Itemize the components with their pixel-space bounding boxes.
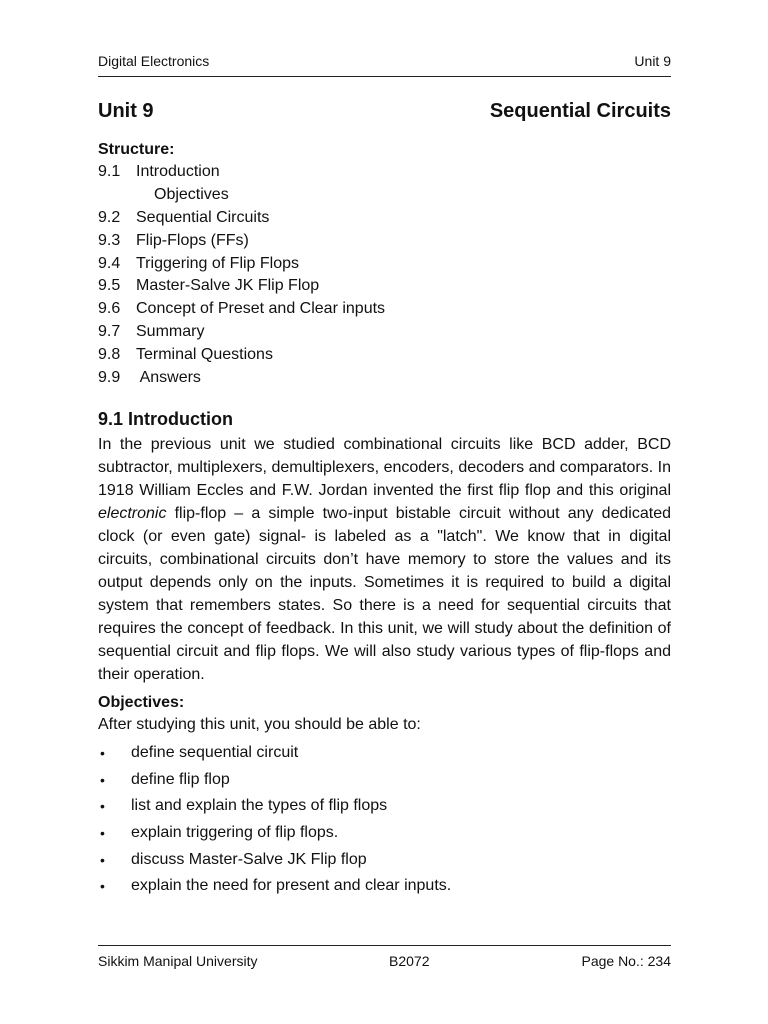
- objective-item: [98, 794, 671, 821]
- introduction-heading: 9.1 Introduction: [98, 409, 233, 429]
- structure-item: [98, 275, 671, 298]
- objectives-list: [98, 741, 671, 901]
- structure-list: [98, 161, 671, 390]
- structure-item-label: Flip-Flops (FFs): [136, 231, 249, 249]
- objectives-heading: Objectives:: [98, 694, 185, 711]
- structure-item-number: 9.4: [98, 254, 121, 272]
- structure-item-number: 9.6: [98, 300, 121, 318]
- structure-item: [98, 230, 671, 253]
- bullet-icon: •: [100, 798, 105, 815]
- structure-item: [98, 367, 671, 390]
- introduction-paragraph: [98, 433, 671, 686]
- page-header: [98, 53, 671, 73]
- structure-item-number: 9.2: [98, 208, 121, 226]
- objective-item: [98, 821, 671, 848]
- structure-item-label: Master-Salve JK Flip Flop: [136, 277, 320, 295]
- objective-text: define sequential circuit: [131, 744, 299, 761]
- structure-item: [98, 161, 671, 184]
- objective-item: [98, 874, 671, 901]
- bullet-icon: •: [100, 745, 105, 761]
- objective-item: [98, 741, 671, 768]
- footer-page-number: Page No.: 234: [581, 953, 671, 969]
- header-divider: [98, 76, 671, 77]
- objective-item: [98, 768, 671, 795]
- objective-text: discuss Master-Salve JK Flip flop: [131, 850, 367, 868]
- objective-text: list and explain the types of flip flops: [131, 797, 388, 815]
- structure-item-number: 9.5: [98, 277, 121, 295]
- structure-item-label: Triggering of Flip Flops: [136, 254, 300, 272]
- introduction-text-part-2: flip-flop – a simple two-input bistable circuit without any dedicated clock (or even gate) signal- is labeled as a "latch". We know that in digital circuits, combinational circuits don’t have memory to store the values and its output depends only on the inputs. Sometimes it is required to build a digital system that remembers states. So there is a need for sequential circuits that requires the concept of feedback. In this unit, we will study about the definition of sequential circuit and flip flops. We will also study various types of flip-flops and their operation.: [98, 505, 671, 683]
- structure-item-label: Concept of Preset and Clear inputs: [136, 300, 386, 318]
- bullet-icon: •: [100, 878, 105, 895]
- unit-name: Sequential Circuits: [489, 100, 671, 122]
- structure-item-number: 9.8: [98, 346, 121, 364]
- introduction-italic-word: electronic: [98, 505, 167, 522]
- page-footer: [98, 953, 671, 973]
- bullet-icon: •: [100, 851, 105, 868]
- bullet-icon: •: [100, 825, 105, 842]
- structure-item-label: Sequential Circuits: [136, 208, 270, 226]
- structure-item-label: Answers: [136, 369, 201, 387]
- structure-item-number: 9.7: [98, 323, 121, 341]
- unit-number: Unit 9: [98, 100, 154, 122]
- objective-text: define flip flop: [131, 770, 230, 788]
- structure-subitem: [98, 184, 671, 207]
- header-course-title: Digital Electronics: [98, 53, 210, 69]
- structure-item-number: 9.1: [98, 163, 121, 180]
- structure-item-label: Terminal Questions: [136, 346, 273, 364]
- structure-item-number: 9.3: [98, 231, 121, 249]
- structure-subitem-label: Objectives: [154, 185, 229, 203]
- unit-title: [98, 100, 671, 128]
- structure-item: [98, 344, 671, 367]
- objectives-intro: After studying this unit, you should be able to:: [98, 716, 421, 733]
- footer-course-code: B2072: [389, 953, 430, 969]
- footer-university: Sikkim Manipal University: [98, 953, 258, 969]
- header-unit-label: Unit 9: [634, 53, 671, 69]
- structure-item: [98, 298, 671, 321]
- introduction-text-part-1: In the previous unit we studied combinational circuits like BCD adder, BCD subtractor, multiplexers, demultiplexers, encoders, decoders and comparators. In 1918 William Eccles and F.W. Jordan invented the first flip flop and this original: [98, 436, 671, 499]
- objective-text: explain triggering of flip flops.: [131, 824, 339, 842]
- bullet-icon: •: [100, 771, 105, 788]
- structure-item: [98, 321, 671, 344]
- objective-text: explain the need for present and clear inputs.: [131, 877, 452, 895]
- footer-divider: [98, 945, 671, 946]
- structure-item: [98, 207, 671, 230]
- structure-item: [98, 253, 671, 276]
- structure-item-label: Introduction: [136, 163, 220, 180]
- structure-heading: Structure:: [98, 141, 175, 158]
- structure-item-label: Summary: [136, 323, 205, 341]
- objective-item: [98, 848, 671, 875]
- structure-item-number: 9.9: [98, 369, 121, 387]
